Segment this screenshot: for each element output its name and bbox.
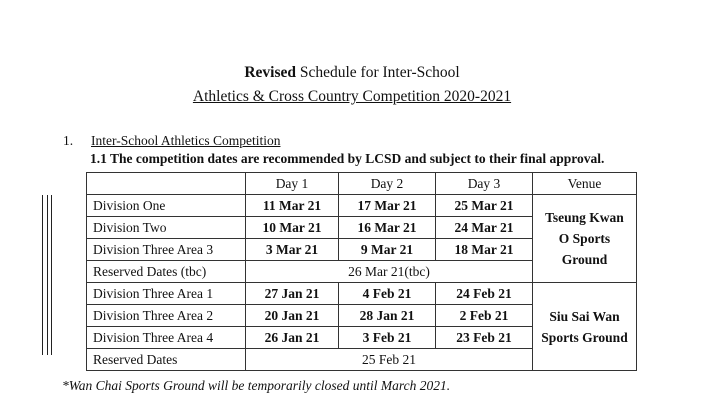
day3-cell: 25 Mar 21 [436,195,533,217]
header-day2: Day 2 [339,173,436,195]
day3-cell: 18 Mar 21 [436,239,533,261]
day2-cell: 4 Feb 21 [339,283,436,305]
venue-line: Tseung Kwan [545,210,624,225]
document-title-line1 [0,64,704,82]
footnote: *Wan Chai Sports Ground will be temporarily closed until March 2021. [62,378,451,393]
section-subheading: 1.1 The competition dates are recommended by LCSD and subject to their final approval. [90,151,605,166]
reserved-dates-cell: 26 Mar 21(tbc) [246,261,533,283]
division-cell: Division Three Area 2 [87,305,246,327]
division-cell: Division Three Area 4 [87,327,246,349]
division-cell: Division Three Area 1 [87,283,246,305]
table-header-row [87,173,637,195]
margin-rule-1 [42,195,43,355]
venue-cell-tseung-kwan-o [533,195,637,283]
day2-cell: 3 Feb 21 [339,327,436,349]
day3-cell: 24 Mar 21 [436,217,533,239]
venue-cell-siu-sai-wan [533,283,637,371]
table-row [87,283,637,305]
margin-rule-3 [51,195,52,355]
day3-cell: 2 Feb 21 [436,305,533,327]
day3-cell: 24 Feb 21 [436,283,533,305]
day1-cell: 20 Jan 21 [246,305,339,327]
section-heading: Inter-School Athletics Competition [91,133,281,148]
venue-line: Ground [561,252,608,267]
title-line2-text: Athletics & Cross Country Competition 2020-2021 [192,88,512,105]
header-day3: Day 3 [436,173,533,195]
day2-cell: 28 Jan 21 [339,305,436,327]
header-venue: Venue [533,173,637,195]
day1-cell: 26 Jan 21 [246,327,339,349]
reserved-dates-cell: 25 Feb 21 [246,349,533,371]
header-day1: Day 1 [246,173,339,195]
day1-cell: 11 Mar 21 [246,195,339,217]
day2-cell: 9 Mar 21 [339,239,436,261]
table-row [87,195,637,217]
venue-line: Siu Sai Wan [549,308,620,324]
division-cell: Reserved Dates [87,349,246,371]
day1-cell: 27 Jan 21 [246,283,339,305]
schedule-table [86,172,637,371]
day1-cell: 3 Mar 21 [246,239,339,261]
day2-cell: 17 Mar 21 [339,195,436,217]
division-cell: Division Three Area 3 [87,239,246,261]
venue-line: Sports Ground [541,329,628,345]
day2-cell: 16 Mar 21 [339,217,436,239]
division-cell: Reserved Dates (tbc) [87,261,246,283]
title-bold-word: Revised [244,64,296,81]
margin-rule-2 [47,195,48,355]
division-cell: Division One [87,195,246,217]
venue-line: O Sports [558,231,611,246]
day3-cell: 23 Feb 21 [436,327,533,349]
title-rest: Schedule for Inter-School [295,64,460,81]
document-title-line2 [0,88,704,106]
section-number: 1. [63,133,74,148]
day1-cell: 10 Mar 21 [246,217,339,239]
division-cell: Division Two [87,217,246,239]
header-cell-blank [87,173,246,195]
